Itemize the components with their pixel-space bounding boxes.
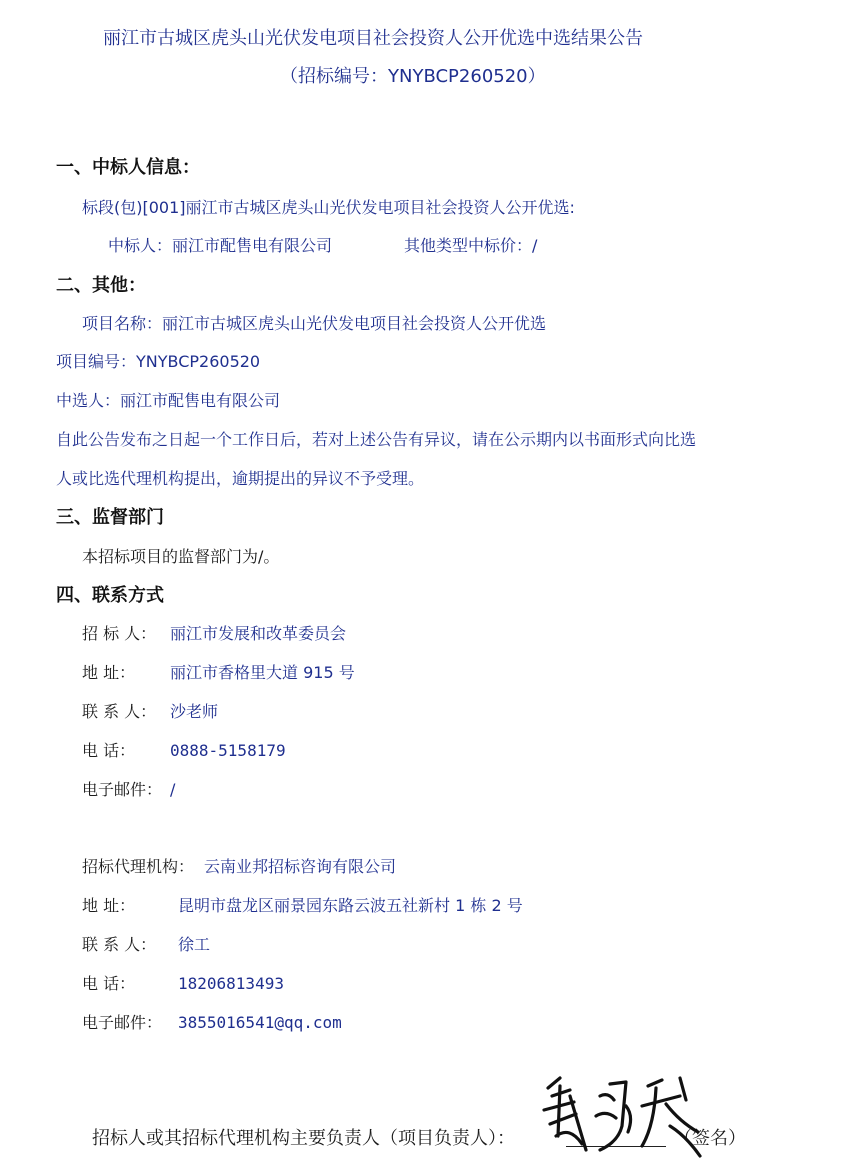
tenderer-phone-label: 电 话： (82, 741, 136, 760)
agency-label: 招标代理机构： (82, 857, 195, 876)
section-1-heading: 一、中标人信息： (56, 157, 200, 178)
agency-email-value: 3855016541@qq.com (178, 1013, 342, 1032)
agency-value: 云南业邦招标咨询有限公司 (204, 857, 397, 876)
tenderer-contact-value: 沙老师 (170, 702, 219, 721)
tenderer-address-label: 地 址： (82, 663, 136, 682)
other-price-line: 其他类型中标价：/ (404, 236, 538, 255)
signature-prompt: 招标人或其招标代理机构主要负责人（项目负责人）： (92, 1128, 515, 1149)
tenderer-address-value: 丽江市香格里大道 915 号 (170, 663, 355, 682)
agency-email-label: 电子邮件： (82, 1013, 163, 1032)
section-2-heading: 二、其他： (56, 275, 146, 296)
winner-line: 中标人：丽江市配售电有限公司 (108, 236, 333, 255)
handwritten-signature (530, 1066, 710, 1166)
supervision-line: 本招标项目的监督部门为/。 (82, 547, 280, 566)
agency-phone-value: 18206813493 (178, 974, 284, 993)
agency-contact-value: 徐工 (178, 935, 211, 954)
signature-suffix: （签名） (674, 1128, 746, 1149)
tenderer-email-label: 电子邮件： (82, 780, 163, 799)
tenderer-phone-value: 0888-5158179 (170, 741, 286, 760)
objection-notice-line-1: 自此公告发布之日起一个工作日后，若对上述公告有异议，请在公示期内以书面形式向比选 (56, 430, 697, 449)
tenderer-email-value: / (170, 780, 176, 799)
agency-address-value: 昆明市盘龙区丽景园东路云波五社新村 1 栋 2 号 (178, 896, 523, 915)
section-3-heading: 三、监督部门 (56, 507, 164, 528)
selected-party-line: 中选人：丽江市配售电有限公司 (56, 391, 281, 410)
tender-code-line: （招标编号：YNYBCP260520） (280, 66, 546, 87)
project-name-line: 项目名称：丽江市古城区虎头山光伏发电项目社会投资人公开优选 (82, 314, 547, 333)
lot-line: 标段(包)[001]丽江市古城区虎头山光伏发电项目社会投资人公开优选: (82, 198, 575, 217)
agency-contact-label: 联 系 人： (82, 935, 157, 954)
agency-address-label: 地 址： (82, 896, 136, 915)
tenderer-contact-label: 联 系 人： (82, 702, 157, 721)
objection-notice-line-2: 人或比选代理机构提出，逾期提出的异议不予受理。 (56, 469, 425, 488)
project-code-line: 项目编号：YNYBCP260520 (56, 352, 261, 371)
tenderer-value: 丽江市发展和改革委员会 (170, 624, 347, 643)
tenderer-label: 招 标 人： (82, 624, 157, 643)
document-title: 丽江市古城区虎头山光伏发电项目社会投资人公开优选中选结果公告 (103, 28, 643, 49)
section-4-heading: 四、联系方式 (56, 585, 164, 606)
agency-phone-label: 电 话： (82, 974, 136, 993)
